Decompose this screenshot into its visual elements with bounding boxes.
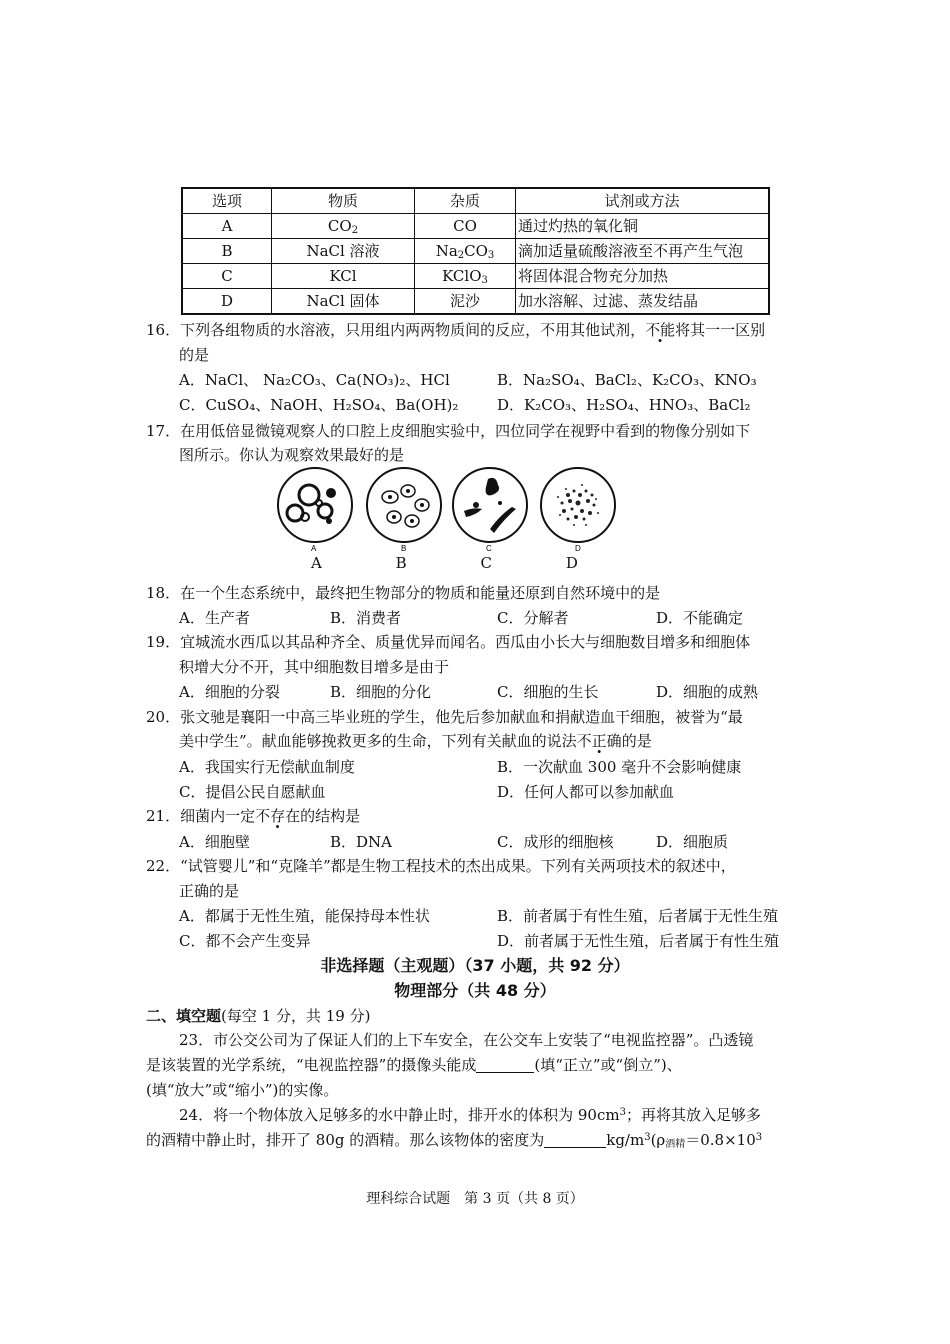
q16-option-a: A．NaCl、 Na₂CO₃、Ca(NO₃)₂、HCl <box>179 371 450 389</box>
row-impurity: $Na_2CO_3$ <box>415 239 516 264</box>
row-option: A <box>182 214 272 239</box>
q24-line2: 的酒精中静止时，排开了 80g 的酒精。那么该物体的密度为 $kg/m^3(\rho_{酒精}=0.8\times 10^3$ <box>146 1131 763 1150</box>
header-impurity: 杂质 <box>415 188 516 214</box>
q21-option-d: D．细胞质 <box>656 833 729 851</box>
table-row <box>182 239 769 264</box>
row-method: 将固体混合物充分加热 <box>516 264 770 289</box>
q16-stem-line2: 的是 <box>179 346 210 364</box>
q22-option-b: B．前者属于有性生殖，后者属于无性生殖 <box>497 907 779 925</box>
q16-option-c: C．CuSO₄、NaOH、H₂SO₄、Ba(OH)₂ <box>179 396 459 414</box>
q20-option-c: C．提倡公民自愿献血 <box>179 783 326 801</box>
q22-option-d: D．前者属于无性生殖，后者属于有性生殖 <box>497 932 780 950</box>
q21-stem: 21．细菌内一定不存在的结构是 <box>146 807 361 825</box>
view-c-small-label: C <box>486 544 492 553</box>
q16-stem-line1: 16．下列各组物质的水溶液，只用组内两两物质间的反应，不用其他试剂，不能将其一一区别 <box>146 321 766 339</box>
row-option: C <box>182 264 272 289</box>
q16-option-d: D．K₂CO₃、H₂SO₄、HNO₃、BaCl₂ <box>497 396 751 414</box>
q23-line2: 是该装置的光学系统，“电视监控器”的摄像头能成 (填“正立”或“倒立”)、 <box>146 1056 682 1074</box>
q20-option-b: B．一次献血 300 毫升不会影响健康 <box>497 758 742 776</box>
q19-stem-line2: 积增大分不开，其中细胞数目增多是由于 <box>179 658 450 676</box>
row-option: B <box>182 239 272 264</box>
q18-option-c: C．分解者 <box>497 609 569 627</box>
view-a-small-label: A <box>311 544 317 553</box>
q19-option-b: B．细胞的分化 <box>330 683 432 701</box>
fill-section-heading: 二、填空题(每空 1 分，共 19 分) <box>146 1007 371 1025</box>
q24-blank-density[interactable] <box>544 1131 606 1148</box>
q18-option-a: A．生产者 <box>179 609 250 627</box>
q17-stem-line2: 图所示。你认为观察效果最好的是 <box>179 446 405 464</box>
q19-option-c: C．细胞的生长 <box>497 683 599 701</box>
q18-stem: 18．在一个生态系统中，最终把生物部分的物质和能量还原到自然环境中的是 <box>146 584 661 602</box>
microscope-view-c <box>450 465 530 553</box>
q19-option-d: D．细胞的成熟 <box>656 683 759 701</box>
q22-option-a: A．都属于无性生殖，能保持母本性状 <box>179 907 430 925</box>
q17-image-labels: A B C D <box>311 554 578 572</box>
section-title-nonchoice: 非选择题（主观题）（37 小题，共 92 分） <box>320 956 630 975</box>
row-option: D <box>182 289 272 315</box>
q23-line1: 23．市公交公司为了保证人们的上下车安全，在公交车上安装了“电视监控器”。凸透镜 <box>179 1031 754 1049</box>
row-substance: NaCl 溶液 <box>272 239 415 264</box>
q18-option-d: D．不能确定 <box>656 609 744 627</box>
q19-stem-line1: 19．宜城流水西瓜以其品种齐全、质量优异而闻名。西瓜由小长大与细胞数目增多和细胞体 <box>146 633 751 651</box>
table-row <box>182 289 769 315</box>
row-substance: $CO_2$ <box>272 214 415 239</box>
view-d-small-label: D <box>575 544 581 553</box>
q22-stem-line1: 22．“试管婴儿”和“克隆羊”都是生物工程技术的杰出成果。下列有关两项技术的叙述中， <box>146 857 736 875</box>
q22-option-c: C．都不会产生变异 <box>179 932 311 950</box>
row-method: 加水溶解、过滤、蒸发结晶 <box>516 289 770 315</box>
q17-stem-line1: 17．在用低倍显微镜观察人的口腔上皮细胞实验中，四位同学在视野中看到的物像分别如下 <box>146 422 751 440</box>
q20-option-d: D．任何人都可以参加献血 <box>497 783 675 801</box>
q20-stem-line2: 美中学生”。献血能够挽救更多的生命，下列有关献血的说法不正确的是 <box>179 732 652 750</box>
header-substance: 物质 <box>272 188 415 214</box>
page-footer: 理科综合试题 第 3 页（共 8 页） <box>366 1191 584 1207</box>
header-option: 选项 <box>182 188 272 214</box>
row-method: 滴加适量硫酸溶液至不再产生气泡 <box>516 239 770 264</box>
q24-line1: 24．将一个物体放入足够多的水中静止时，排开水的体积为 $90cm^3$；再将其放入足够多 <box>179 1106 761 1124</box>
microscope-view-d <box>538 465 618 553</box>
q19-option-a: A．细胞的分裂 <box>179 683 280 701</box>
q21-option-a: A．细胞壁 <box>179 833 250 851</box>
table-header-row <box>182 188 769 214</box>
q21-option-b: B．DNA <box>330 833 393 851</box>
table-row <box>182 264 769 289</box>
section-title-physics: 物理部分（共 48 分） <box>394 981 556 1000</box>
row-impurity: 泥沙 <box>415 289 516 315</box>
separation-table <box>181 187 770 315</box>
row-substance: KCl <box>272 264 415 289</box>
q21-option-c: C．成形的细胞核 <box>497 833 614 851</box>
q23-line3: (填“放大”或“缩小”)的实像。 <box>146 1081 339 1099</box>
q22-stem-line2: 正确的是 <box>179 882 240 900</box>
microscope-view-a <box>275 465 355 553</box>
q20-option-a: A．我国实行无偿献血制度 <box>179 758 355 776</box>
q16-option-b: B．Na₂SO₄、BaCl₂、K₂CO₃、KNO₃ <box>497 371 757 389</box>
table-row <box>182 214 769 239</box>
view-b-small-label: B <box>401 544 407 553</box>
q20-stem-line1: 20．张文驰是襄阳一中高三毕业班的学生，他先后参加献血和捐献造血干细胞，被誉为“最 <box>146 708 743 726</box>
header-method: 试剂或方法 <box>516 188 770 214</box>
q23-blank-1[interactable] <box>476 1056 534 1073</box>
q18-option-b: B．消费者 <box>330 609 402 627</box>
row-method: 通过灼热的氧化铜 <box>516 214 770 239</box>
row-impurity: CO <box>415 214 516 239</box>
microscope-view-b <box>364 465 444 553</box>
row-substance: NaCl 固体 <box>272 289 415 315</box>
row-impurity: KClO$_3$ <box>415 264 516 289</box>
